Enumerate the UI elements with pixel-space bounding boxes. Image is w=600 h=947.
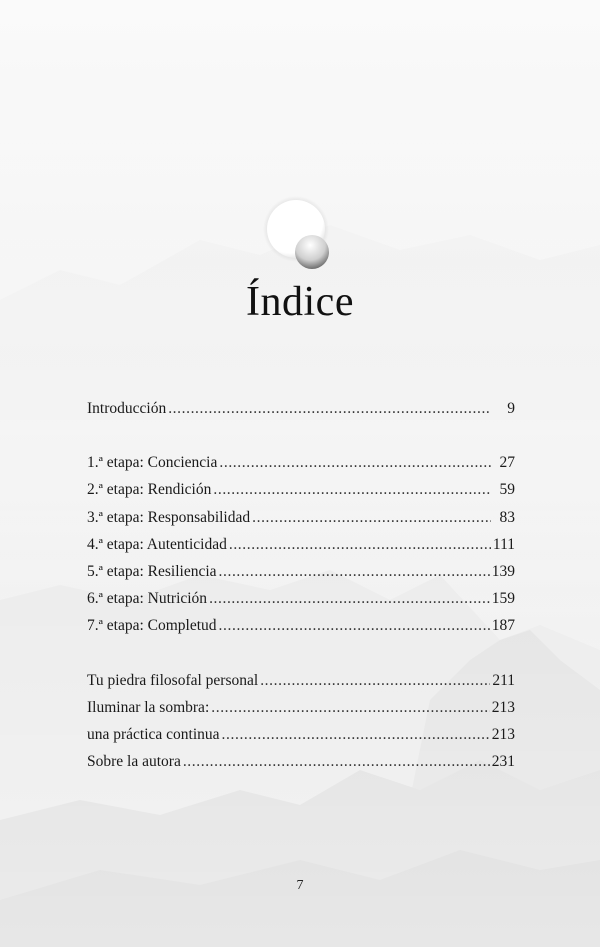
- toc-entry-stage-4[interactable]: [87, 531, 515, 558]
- toc-entry-label: Tu piedra filosofal personal: [87, 671, 259, 689]
- dot-leader: [260, 667, 490, 694]
- toc-entry-label: Introducción: [87, 400, 167, 417]
- dot-leader: [211, 694, 490, 721]
- toc-entry-page: 83: [499, 508, 515, 526]
- toc-entry-page: 9: [507, 400, 515, 417]
- toc-entry-sobre-la-autora[interactable]: [87, 748, 515, 775]
- toc-entry-page: 59: [499, 481, 515, 499]
- page-number: 7: [296, 878, 304, 893]
- dot-leader: [222, 721, 490, 748]
- dot-leader: [229, 531, 491, 558]
- dot-leader: [183, 748, 490, 775]
- toc-entry-introduccion[interactable]: [87, 395, 515, 422]
- toc-entry-stage-5[interactable]: [87, 558, 515, 585]
- toc-entry-label: 3.ª etapa: Responsabilidad: [87, 508, 251, 526]
- toc-entry-page: 231: [491, 753, 515, 771]
- toc-entry-stage-2[interactable]: [87, 476, 515, 503]
- toc-entry-page: 111: [492, 535, 515, 553]
- page-title: Índice: [246, 279, 354, 325]
- dot-leader: [219, 449, 491, 476]
- moon-emblem: [262, 195, 338, 275]
- dot-leader: [219, 558, 490, 585]
- section-spacer: [87, 422, 515, 449]
- section-spacer: [87, 640, 515, 667]
- toc-entry-page: 27: [499, 454, 515, 472]
- toc-entry-stage-1[interactable]: [87, 449, 515, 476]
- toc-entry-page: 187: [491, 617, 515, 635]
- toc-entry-stage-3[interactable]: [87, 504, 515, 531]
- toc-entry-label: 5.ª etapa: Resiliencia: [87, 562, 217, 580]
- toc-entry-label: Iluminar la sombra:: [87, 698, 210, 716]
- dot-leader: [252, 504, 491, 531]
- dot-leader: [168, 395, 491, 422]
- table-of-contents: [87, 395, 515, 775]
- toc-entry-label: 4.ª etapa: Autenticidad: [87, 535, 227, 553]
- toc-entry-label: una práctica continua: [87, 725, 220, 743]
- toc-entry-stage-6[interactable]: [87, 585, 515, 612]
- toc-entry-piedra-filosofal[interactable]: [87, 667, 515, 694]
- dot-leader: [213, 476, 491, 503]
- toc-entry-page: 213: [491, 725, 515, 743]
- toc-entry-page: 211: [492, 671, 515, 689]
- toc-entry-page: 139: [491, 562, 515, 580]
- toc-entry-label: 1.ª etapa: Conciencia: [87, 454, 218, 472]
- toc-entry-label: Sobre la autora: [87, 753, 181, 771]
- dot-leader: [219, 612, 490, 639]
- toc-entry-page: 213: [491, 698, 515, 716]
- dot-leader: [209, 585, 490, 612]
- toc-entry-iluminar-sombra[interactable]: [87, 694, 515, 721]
- toc-entry-practica-continua[interactable]: [87, 721, 515, 748]
- toc-entry-stage-7[interactable]: [87, 612, 515, 639]
- toc-entry-label: 6.ª etapa: Nutrición: [87, 590, 208, 608]
- toc-entry-page: 159: [491, 590, 515, 608]
- toc-entry-label: 2.ª etapa: Rendición: [87, 481, 212, 499]
- toc-entry-label: 7.ª etapa: Completud: [87, 617, 217, 635]
